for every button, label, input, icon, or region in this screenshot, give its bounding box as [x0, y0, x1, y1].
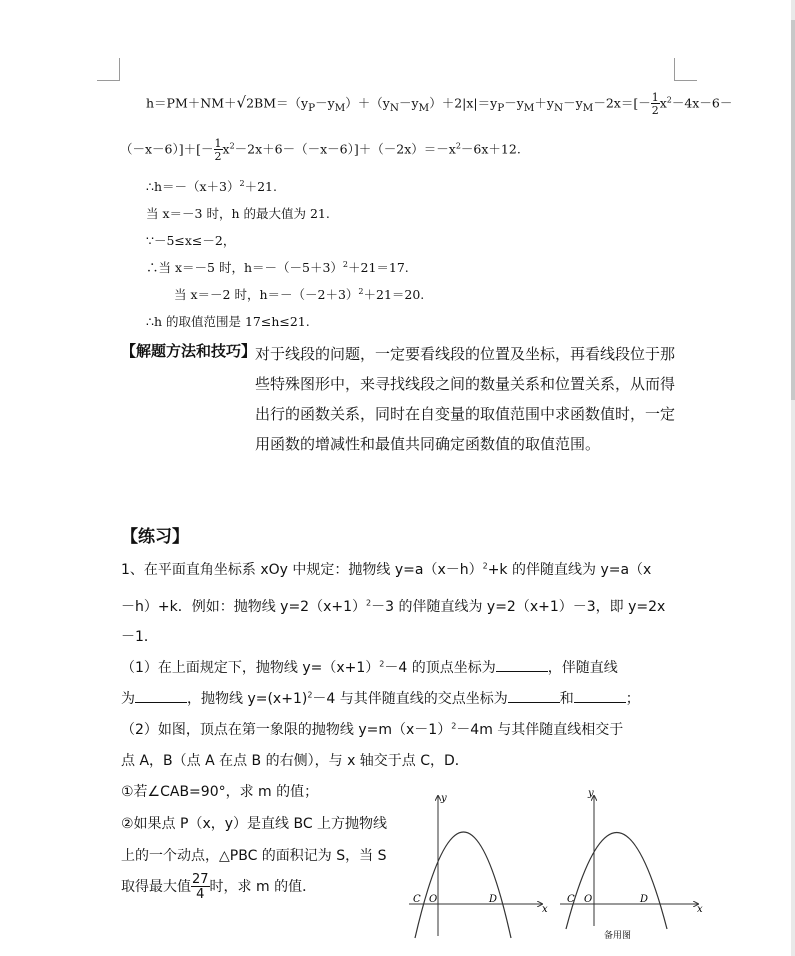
problem-1-line-2: －h）+k．例如：抛物线 $y=2(x+1)^2-3$ 的伴随直线为 y=2（x+1）－3，即 y=2x	[121, 598, 666, 615]
origin-label: O	[429, 894, 438, 905]
point-c-label: C	[413, 894, 421, 905]
subquestion-2-line-3: 取得最大值 $\frac{27}{4}$ 时，求 m 的值．	[121, 872, 317, 902]
subquestion-2-line-1: ②如果点 P（x，y）是直线 BC 上方抛物线	[121, 816, 388, 832]
parabola-figure-1	[405, 786, 550, 946]
figure-caption: 备用图	[604, 931, 632, 941]
point-c-label: C	[567, 894, 575, 905]
answer-blank-intersection-2[interactable]	[574, 690, 626, 703]
solution-line-1: $h=PM+NM+√2BM=(y_P-y_M)+(y_N-y_M)+2|x|=y_P-y_M+y_N-y_M-2x=[-$ $\frac{1}{2}$ $x^2-4x-6-$	[146, 91, 733, 117]
y-axis-label: y	[441, 793, 447, 804]
origin-label: O	[584, 894, 593, 905]
page-corner-mark-top-right	[674, 58, 697, 81]
solution-line-5: ∵－5≤x≤－2，	[146, 233, 236, 248]
scrollbar-thumb[interactable]	[791, 20, 795, 400]
answer-blank-intersection-1[interactable]	[508, 690, 560, 703]
solution-line-7: 当 x＝－2 时，$h=-(-2+3)^2+21=20$.	[174, 286, 425, 302]
parabola-curve	[415, 832, 511, 938]
question-1-line-2: 为 ，抛物线 $y=(x+1)^2-4$ 与其伴随直线的交点坐标为 和 ；	[121, 690, 640, 707]
question-1-line-1: （1）在上面规定下，抛物线 $y=(x+1)^2-4$ 的顶点坐标为 ，伴随直线	[121, 659, 618, 676]
problem-1-line-3: －1．	[121, 629, 158, 645]
solution-line-4: 当 x＝－3 时，h 的最大值为 21.	[146, 206, 330, 221]
x-axis-label: x	[697, 904, 703, 915]
solution-line-6: ∴当 x＝－5 时，$h=-(-5+3)^2+21=17$.	[146, 259, 409, 275]
vertical-scrollbar[interactable]	[791, 0, 795, 956]
solution-line-3: $\therefore h=-(x+3)^2+21$.	[146, 178, 277, 194]
answer-blank-line[interactable]	[135, 690, 187, 703]
question-2-line-1: （2）如图，顶点在第一象限的抛物线 $y=m(x-1)^2-4m$ 与其伴随直线相交于	[121, 721, 624, 738]
parabola-curve	[566, 833, 667, 930]
subquestion-1: ①若∠CAB=90°，求 m 的值；	[121, 784, 319, 800]
point-d-label: D	[640, 894, 649, 905]
tips-label: 【解题方法和技巧】	[121, 342, 257, 360]
page-corner-mark-top-left	[97, 58, 120, 81]
x-axis-label: x	[542, 904, 548, 915]
tips-paragraph: 对于线段的问题，一定要看线段的位置及坐标，再看线段位于那些特殊图形中，来寻找线段之间的数量关系和位置关系，从而得出行的函数关系，同时在自变量的取值范围中求函数值时，一定用函数的增减性和最值共同确定函数值的取值范围。	[255, 345, 676, 453]
problem-1-line-1: 1、在平面直角坐标系 xOy 中规定：抛物线 $y=a(x-h)^2+k$ 的伴随直线为 y=a（x	[121, 561, 652, 578]
solution-line-2: （－x－6）]＋[－ $\frac{1}{2}$ $x^2-2x+6-(-x-6)]+(-2x)=-x^2-6x+12$.	[120, 137, 521, 163]
solution-line-8: ∴h 的取值范围是 17≤h≤21.	[146, 314, 310, 329]
point-d-label: D	[489, 894, 498, 905]
answer-blank-vertex[interactable]	[496, 659, 548, 672]
question-2-line-2: 点 A，B（点 A 在点 B 的右侧），与 x 轴交于点 C，D．	[121, 753, 469, 769]
subquestion-2-line-2: 上的一个动点，△PBC 的面积记为 S，当 S	[121, 848, 387, 864]
parabola-figure-2	[556, 786, 706, 946]
y-axis-label: y	[588, 788, 594, 799]
practice-heading: 【练习】	[121, 527, 189, 547]
